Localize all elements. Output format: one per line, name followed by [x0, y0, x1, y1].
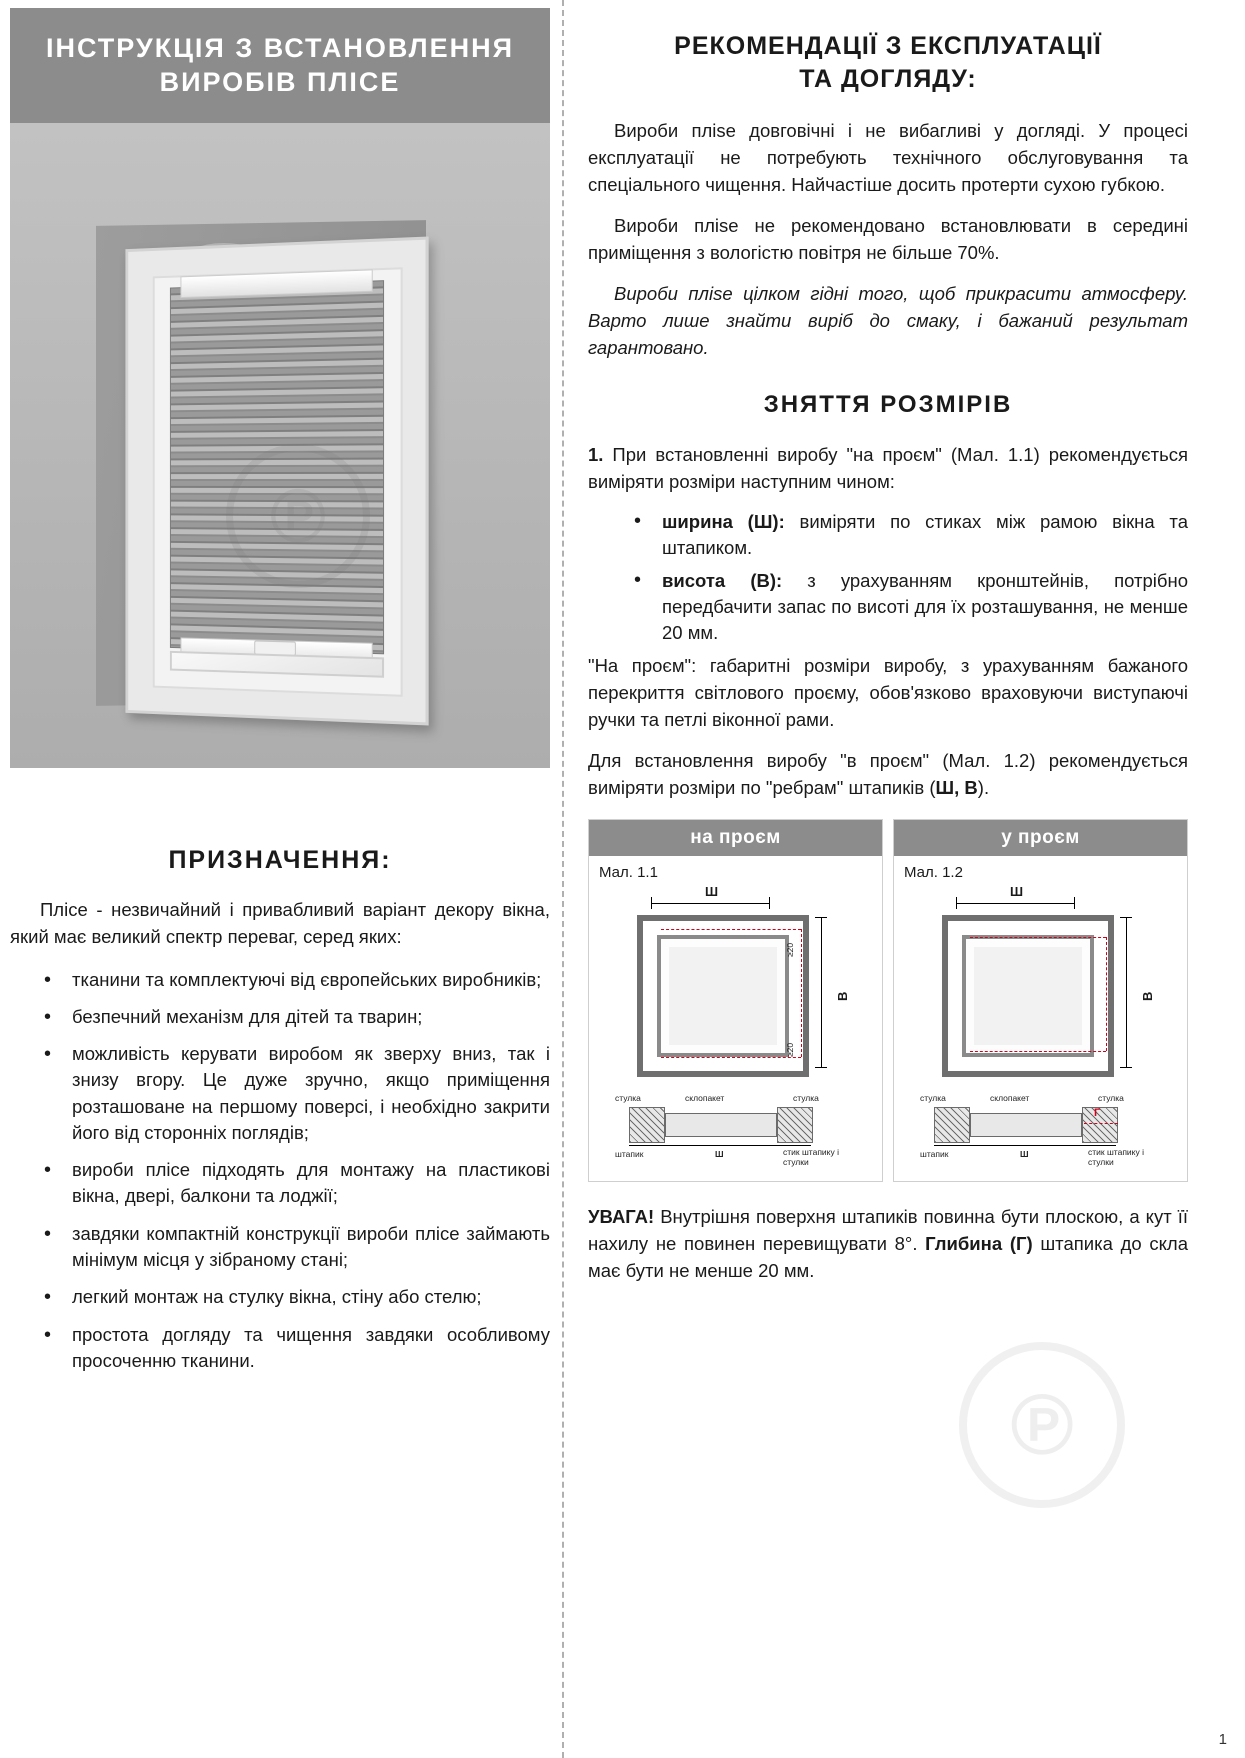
width-dimension-line: [956, 903, 1074, 904]
measurement-p3-a: Для встановлення виробу "в проєм" (Мал. 1.2) рекомендується виміряти розміри по "ребрам" штапиків (: [588, 750, 1188, 799]
measurement-title: ЗНЯТТЯ РОЗМІРІВ: [763, 391, 1013, 418]
section-baseline: [629, 1145, 811, 1146]
section-label-joint: стик штапику і стулки: [1088, 1147, 1144, 1168]
section-label-mid: склопакет: [990, 1093, 1030, 1104]
section-sash-left: [934, 1107, 970, 1143]
height-dimension-label: В: [835, 991, 850, 1002]
list-item: • простота догляду та чищення завдяки особливому просоченню тканини.: [10, 1322, 550, 1375]
height-dimension-line: [821, 917, 822, 1067]
measure-width-label: ширина (Ш):: [662, 511, 785, 532]
list-item: [588, 568, 1188, 647]
diagram-1-header: на проєм: [589, 820, 882, 856]
measure-height-text: з урахуванням кронштейнів, потрібно передбачити запас по висоті для їх розташування, не менше 20 мм.: [662, 569, 1188, 644]
purpose-list: [10, 967, 550, 1374]
list-item: • можливість керувати виробом як зверху вниз, так і знизу вгору. Це дуже зручно, якщо приміщення розташоване на першому поверсі, і необхідно закрити його від сторонніх поглядів;: [10, 1041, 550, 1146]
list-item: [588, 509, 1188, 562]
section-label-left: стулка: [920, 1093, 946, 1104]
diagram-2-header: у проєм: [894, 820, 1187, 856]
inner-line-top: [970, 937, 1106, 938]
list-item: • легкий монтаж на стулку вікна, стіну або стелю;: [10, 1284, 550, 1310]
diagram-2-body: [894, 881, 1187, 1181]
section-label-mid: склопакет: [685, 1093, 725, 1104]
measurement-paragraph-1: [588, 441, 1188, 495]
inner-line-right: [1106, 937, 1107, 1051]
column-divider: [562, 0, 564, 1758]
section-label-beading: штапик: [920, 1149, 949, 1160]
section-view: [603, 1089, 868, 1168]
window-outline: [942, 915, 1114, 1077]
measurement-step-number: 1.: [588, 444, 604, 465]
section-label-joint: стик штапику і стулки: [783, 1147, 839, 1168]
care-title-line-2: ТА ДОГЛЯДУ:: [799, 64, 977, 93]
measurement-p3-bold: Ш, В: [935, 777, 978, 799]
overlap-note-bottom: ≥20: [785, 1043, 795, 1058]
page-number: 1: [1218, 1731, 1227, 1748]
height-dimension-line: [1126, 917, 1127, 1067]
section-label-width: Ш: [715, 1149, 724, 1160]
width-tick-left: [956, 897, 957, 909]
watermark-logo-secondary-icon: ℗: [226, 444, 370, 588]
warning-label: УВАГА!: [588, 1206, 655, 1228]
left-column: [10, 8, 550, 1748]
diagram-na-proem: [588, 819, 883, 1182]
overlap-line-top: [661, 929, 801, 930]
measure-width-text: виміряти по стиках між рамою вікна та штапиком.: [662, 511, 1188, 559]
page-watermark-icon: ℗: [959, 1342, 1125, 1508]
list-item: • тканини та комплектуючі від європейських виробників;: [10, 967, 550, 993]
height-tick-bottom: [815, 1067, 827, 1068]
right-column: [588, 30, 1188, 1303]
title-line-1: ІНСТРУКЦІЯ З ВСТАНОВЛЕННЯ: [45, 32, 515, 63]
diagram-1-label: Мал. 1.1: [599, 864, 658, 882]
diagram-row: [588, 819, 1188, 1182]
care-recommendations-title: [588, 30, 1188, 95]
diagram-2-label: Мал. 1.2: [904, 864, 963, 882]
measure-height-label: висота (В):: [662, 569, 783, 591]
list-item: • вироби плісе підходять для монтажу на пластикові вікна, двері, балкони та лоджії;: [10, 1157, 550, 1210]
care-title-line-1: РЕКОМЕНДАЦІЇ З ЕКСПЛУАТАЦІЇ: [674, 32, 1102, 60]
measurement-list: [588, 509, 1188, 646]
window-glass: [669, 947, 777, 1045]
section-sash-right: [777, 1107, 813, 1143]
diagram-1-body: [589, 881, 882, 1181]
section-glass-unit: [970, 1113, 1082, 1137]
height-tick-bottom: [1120, 1067, 1132, 1068]
width-dimension-label: Ш: [1010, 884, 1024, 900]
section-label-right: стулка: [1098, 1093, 1124, 1104]
section-label-left: стулка: [615, 1093, 641, 1104]
window-sash: [657, 935, 789, 1057]
width-tick-left: [651, 897, 652, 909]
overlap-line-bottom: [661, 1057, 801, 1058]
window-glass: [974, 947, 1082, 1045]
care-paragraph-1: Вироби пліse довговічні і не вибагливі у догляді. У процесі експлуатації не потребують технічного обслуговування та спеціального чищення. Найчастіше досить протерти сухою губкою.: [588, 120, 1188, 195]
section-baseline: [934, 1145, 1116, 1146]
plisse-window-photo: [10, 123, 550, 768]
purpose-title: ПРИЗНАЧЕННЯ:: [168, 846, 392, 874]
section-sash-left: [629, 1107, 665, 1143]
warning-depth-label: Глибина (Г): [925, 1233, 1033, 1255]
title-line-2: ВИРОБІВ ПЛІСЕ: [159, 66, 401, 97]
care-paragraph-2: Вироби пліse не рекомендовано встановлювати в середині приміщення з вологістю повітря не більше 70%.: [588, 215, 1188, 263]
window-sash: [962, 935, 1094, 1057]
section-label-right: стулка: [793, 1093, 819, 1104]
warning-text-1: Внутрішня поверхня штапиків повинна бути плоскою, а кут її нахилу не повинен перевищувати 8°.: [588, 1206, 1188, 1255]
overlap-note-top: ≥20: [785, 943, 795, 958]
width-dimension-label: Ш: [705, 884, 719, 900]
width-dimension-line: [651, 903, 769, 904]
height-tick-top: [1120, 917, 1132, 918]
list-item: • безпечний механізм для дітей та тварин;: [10, 1004, 550, 1030]
care-paragraph-3: Вироби пліse цілком гідні того, щоб прикрасити атмосферу. Варто лише знайти виріб до смаку, і бажаний результат гарантовано.: [588, 283, 1188, 358]
warning-note: [588, 1204, 1188, 1284]
top-rail: [180, 269, 372, 298]
window-outline: [637, 915, 809, 1077]
width-tick-right: [769, 897, 770, 909]
height-dimension-label: В: [1140, 991, 1155, 1002]
inner-line-bottom: [970, 1051, 1106, 1052]
measurement-step-text: При встановленні виробу "на проєм" (Мал. 1.1) рекомендується виміряти розміри наступним чином:: [588, 444, 1188, 492]
depth-dimension-line: [1084, 1123, 1118, 1124]
measurement-paragraph-3: [588, 747, 1188, 801]
section-label-beading: штапик: [615, 1149, 644, 1160]
section-label-width: Ш: [1020, 1149, 1029, 1160]
section-glass-unit: [665, 1113, 777, 1137]
depth-label: Г: [1094, 1107, 1101, 1120]
overlap-line-right: [801, 929, 802, 1057]
list-item: • завдяки компактній конструкції вироби плісе займають мінімум місця у зібраному стані;: [10, 1221, 550, 1274]
measurement-p3-c: ).: [977, 777, 990, 799]
warning-text-2: штапика до скла має бути не менше 20 мм.: [588, 1233, 1188, 1281]
section-view: [908, 1089, 1173, 1168]
height-tick-top: [815, 917, 827, 918]
measurement-paragraph-2: "На проєм": габаритні розміри виробу, з урахуванням бажаного перекриття світлового проєму, обов'язково враховуючи виступаючі ручки та петлі віконної рами.: [588, 655, 1188, 731]
purpose-intro: Плісе - незвичайний і привабливий варіант декору вікна, який має великий спектр переваг, серед яких:: [10, 899, 550, 947]
document-title-banner: [10, 8, 550, 123]
width-tick-right: [1074, 897, 1075, 909]
diagram-u-proem: [893, 819, 1188, 1182]
